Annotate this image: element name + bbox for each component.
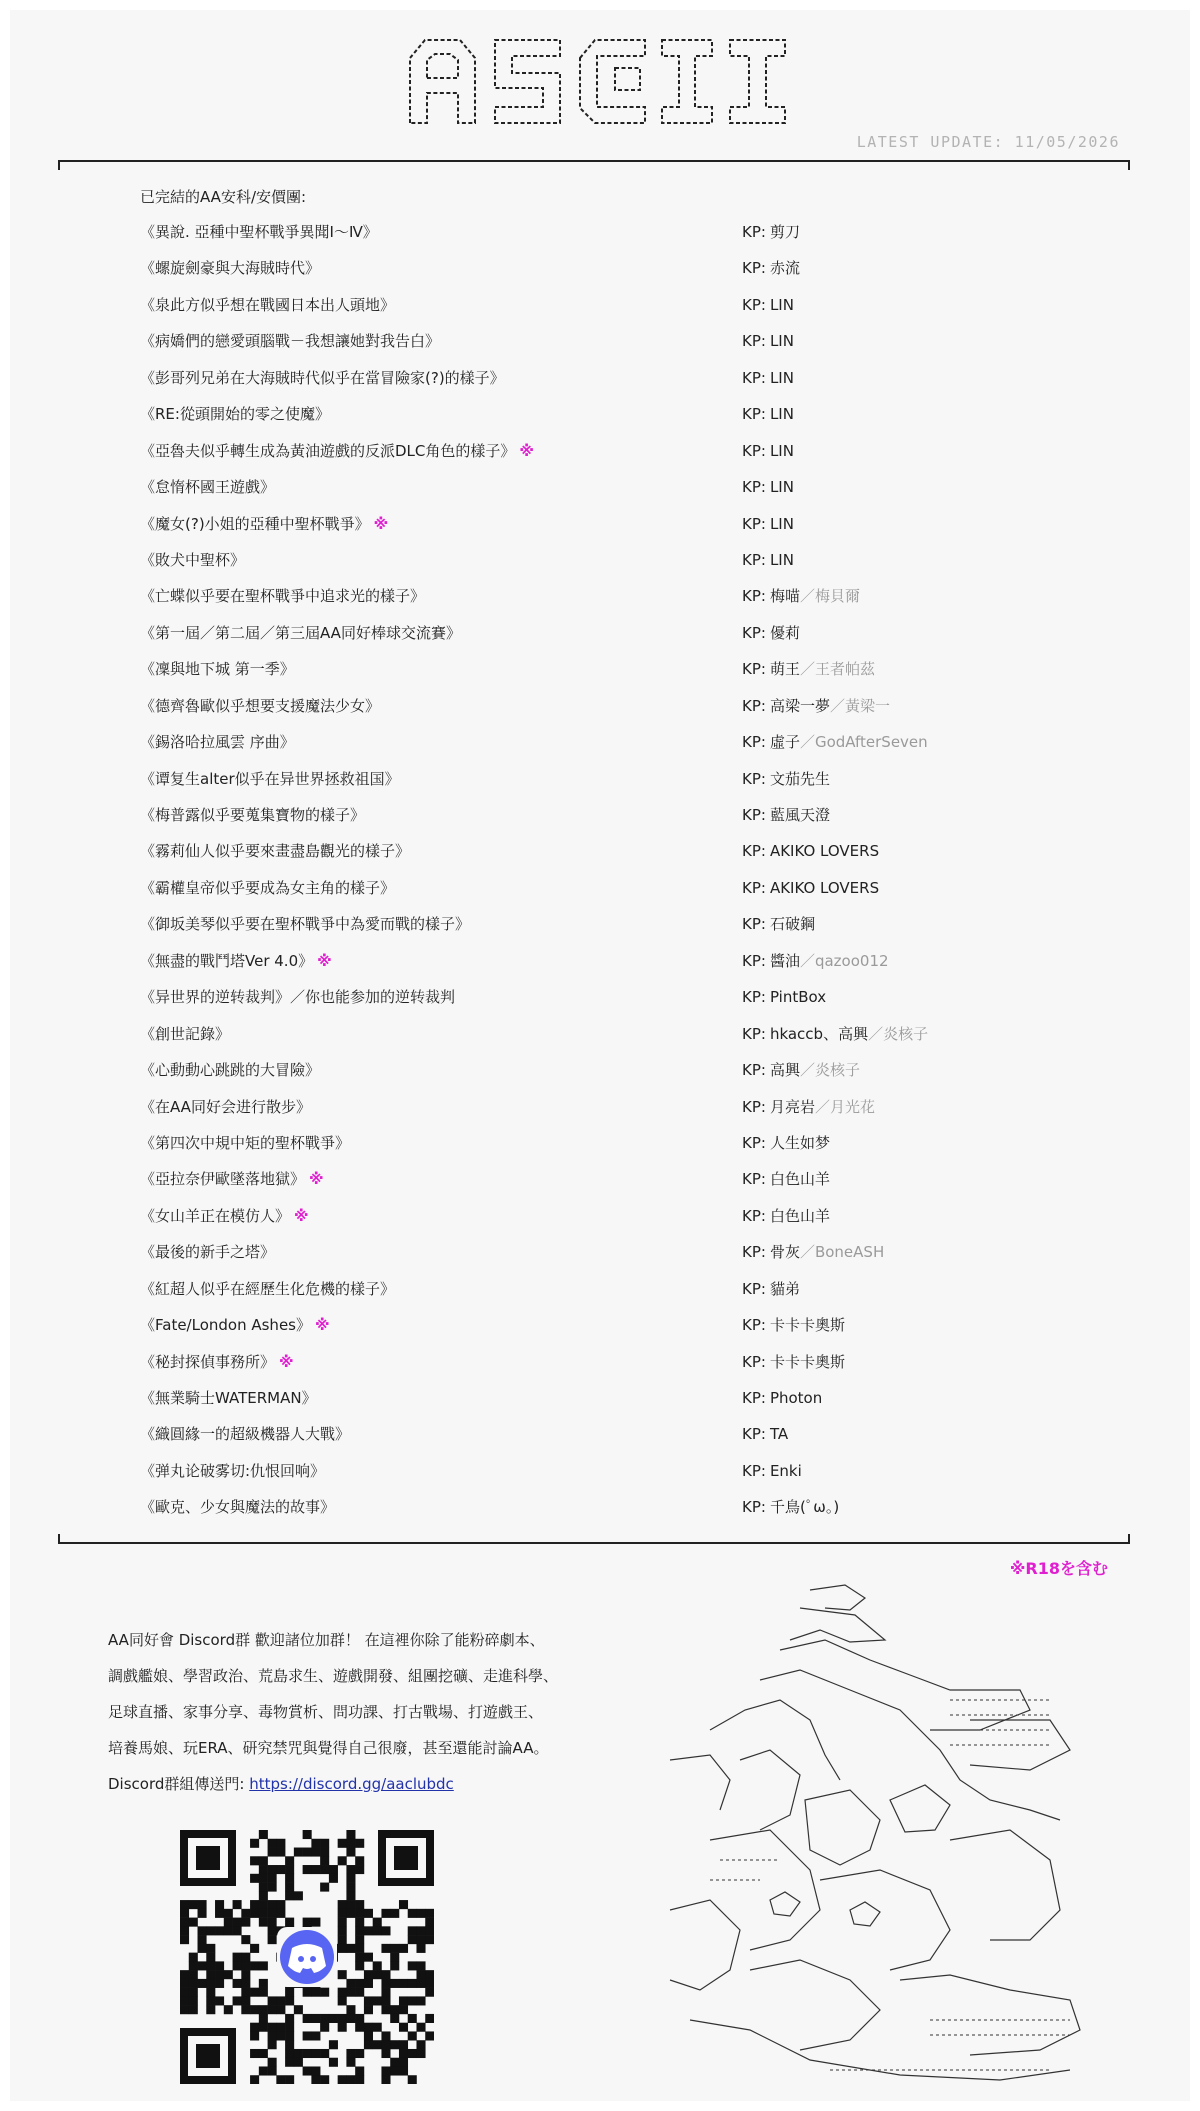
kp-alias: ／GodAfterSeven [799, 733, 928, 752]
discord-link-label: Discord群組傳送門: [108, 1775, 245, 1793]
list-item [140, 696, 1000, 732]
work-title[interactable] [140, 878, 395, 898]
kp-cell [742, 514, 794, 534]
work-title-text: 《心動動心跳跳的大冒險》 [140, 1061, 321, 1080]
kp-name: LIN [769, 550, 794, 569]
work-title-text: 《RE:從頭開始的零之使魔》 [140, 405, 330, 424]
r18-mark: ※ [279, 1352, 294, 1371]
work-title[interactable] [140, 222, 378, 242]
list-item [140, 914, 1000, 950]
work-title-text: 《紅超人似乎在經歷生化危機的樣子》 [140, 1279, 396, 1298]
kp-cell [742, 769, 830, 789]
work-title-text: 《第一屆／第二屆／第三屆AA同好棒球交流賽》 [140, 623, 461, 642]
kp-name: AKIKO LOVERS [769, 842, 880, 861]
kp-prefix: KP: [742, 733, 766, 752]
kp-prefix: KP: [742, 1206, 766, 1225]
kp-prefix: KP: [742, 1498, 766, 1517]
kp-cell [742, 841, 879, 861]
r18-mark: ※ [519, 441, 534, 460]
kp-cell [742, 696, 890, 716]
work-title[interactable] [140, 1315, 330, 1335]
work-title-text: 《女山羊正在模仿人》 [140, 1206, 291, 1225]
kp-name: 高興 [769, 1061, 800, 1080]
kp-name: Enki [769, 1461, 802, 1480]
list-item [140, 258, 1000, 294]
kp-prefix: KP: [742, 1425, 766, 1444]
kp-cell [742, 586, 860, 606]
work-title[interactable] [140, 441, 534, 461]
work-title[interactable] [140, 841, 410, 861]
list-item [140, 586, 1000, 622]
r18-mark: ※ [373, 514, 389, 533]
work-title-text: 《在AA同好会进行散步》 [140, 1097, 311, 1116]
list-item [140, 623, 1000, 659]
discord-text-line: 調戲艦娘、學習政治、荒島求生、遊戲開發、組團挖礦、走進科學、 [108, 1667, 559, 1685]
work-title-text: 《霸權皇帝似乎要成為女主角的樣子》 [140, 878, 396, 897]
work-title-text: 《亡蝶似乎要在聖杯戰爭中追求光的樣子》 [140, 587, 426, 606]
kp-prefix: KP: [742, 332, 766, 351]
work-title-text: 《敗犬中聖杯》 [140, 550, 246, 569]
kp-name: LIN [769, 441, 794, 460]
list-item [140, 1097, 1000, 1133]
work-title-text: 《霧莉仙人似乎要來畫盡島觀光的樣子》 [140, 842, 411, 861]
kp-prefix: KP: [742, 623, 766, 642]
list-item [140, 368, 1000, 404]
work-title-text: 《亞魯夫似乎轉生成為黃油遊戲的反派DLC角色的樣子》 [140, 441, 516, 460]
list-item [140, 222, 1000, 258]
work-title-text: 《最後的新手之塔》 [140, 1243, 276, 1262]
list-item [140, 1279, 1000, 1315]
work-title-text: 《御坂美琴似乎要在聖杯戰爭中為愛而戰的樣子》 [140, 915, 471, 934]
kp-cell [742, 477, 794, 497]
kp-name: 月亮岩 [769, 1097, 815, 1116]
list-item [140, 550, 1000, 586]
kp-cell [742, 1315, 845, 1335]
bottom-divider [58, 1542, 1130, 1544]
list-item [140, 1133, 1000, 1169]
kp-cell [742, 732, 928, 752]
kp-cell [742, 623, 800, 643]
list-item [140, 1388, 1000, 1424]
work-title-text: 《魔女(?)小姐的亞種中聖杯戰爭》 [140, 514, 370, 533]
kp-cell [742, 1206, 830, 1226]
kp-alias: ／梅貝爾 [799, 587, 860, 606]
work-title-text: 《歐克、少女與魔法的故事》 [140, 1498, 336, 1517]
work-title[interactable] [140, 1424, 350, 1444]
work-title[interactable] [140, 769, 400, 789]
kp-cell [742, 987, 826, 1007]
kp-cell [742, 878, 879, 898]
work-title-text: 《梅普露似乎要蒐集寶物的樣子》 [140, 806, 366, 824]
kp-prefix: KP: [742, 1279, 766, 1298]
kp-name: 千鳥(ﾟω。) [769, 1498, 840, 1517]
kp-prefix: KP: [742, 1243, 766, 1262]
work-title[interactable] [140, 696, 380, 716]
discord-text-line: AA同好會 Discord群 歡迎諸位加群！ 在這裡你除了能粉碎劇本、 [108, 1631, 545, 1649]
kp-name: TA [769, 1425, 789, 1444]
kp-alias: ／BoneASH [799, 1243, 885, 1262]
kp-name: 貓弟 [769, 1279, 800, 1298]
work-title[interactable] [140, 404, 330, 424]
list-item [140, 1024, 1000, 1060]
kp-cell [742, 1352, 845, 1372]
kp-prefix: KP: [742, 1461, 766, 1480]
kp-prefix: KP: [742, 1389, 766, 1407]
list-item [140, 441, 1000, 477]
list-item [140, 1169, 1000, 1205]
work-title-text: 《弹丸论破雾切:仇恨回响》 [140, 1461, 326, 1480]
kp-prefix: KP: [742, 514, 766, 533]
kp-prefix: KP: [742, 915, 766, 934]
work-title[interactable] [140, 1461, 325, 1481]
work-title-text: 《泉此方似乎想在戰國日本出人頭地》 [140, 295, 396, 314]
work-title[interactable] [140, 659, 295, 679]
work-title-text: 《怠惰杯國王遊戲》 [140, 478, 276, 497]
kp-prefix: KP: [742, 842, 766, 861]
work-title[interactable] [140, 1024, 230, 1044]
work-title-text: 《凜與地下城 第一季》 [140, 660, 295, 679]
work-title-text: 《德齊魯歐似乎想要支援魔法少女》 [140, 696, 381, 715]
kp-name: 赤流 [769, 259, 800, 278]
kp-cell [742, 368, 794, 388]
kp-cell [742, 550, 794, 570]
kp-name: 白色山羊 [769, 1206, 830, 1225]
kp-cell [742, 1242, 884, 1262]
kp-prefix: KP: [742, 1061, 766, 1080]
list-heading: 已完結的AA安科/安價團: [140, 188, 307, 206]
discord-logo-icon [280, 1930, 334, 1984]
kp-name: 藍風天澄 [769, 806, 830, 824]
kp-cell [742, 331, 794, 351]
ascii-logo-icon [400, 28, 800, 128]
kp-name: 人生如梦 [769, 1133, 830, 1152]
completed-works-list [140, 222, 1000, 1534]
kp-prefix: KP: [742, 587, 766, 606]
work-title[interactable] [140, 295, 395, 315]
list-item [140, 987, 1000, 1023]
ascii-art-character-illustration [650, 1580, 1100, 2090]
kp-cell [742, 951, 889, 971]
kp-name: hkaccb、高興 [769, 1024, 869, 1043]
kp-prefix: KP: [742, 769, 766, 788]
r18-mark: ※ [294, 1206, 309, 1225]
kp-cell [742, 914, 815, 934]
kp-prefix: KP: [742, 368, 766, 387]
work-title-text: 《錫洛哈拉風雲 序曲》 [140, 733, 295, 752]
kp-cell [742, 1060, 860, 1080]
work-title[interactable] [140, 1352, 294, 1372]
kp-name: LIN [769, 332, 794, 351]
work-title-text: 《Fate/London Ashes》 [140, 1316, 311, 1335]
kp-prefix: KP: [742, 951, 766, 970]
list-item [140, 331, 1000, 367]
kp-alias: ／qazoo012 [799, 951, 889, 970]
work-title[interactable] [140, 1388, 317, 1408]
work-title[interactable] [140, 1242, 275, 1262]
work-title[interactable] [140, 477, 275, 497]
kp-prefix: KP: [742, 441, 766, 460]
kp-prefix: KP: [742, 1170, 766, 1189]
work-title-text: 《無盡的戰鬥塔Ver 4.0》 [140, 951, 314, 970]
kp-name: 醬油 [769, 951, 800, 970]
discord-qr-code-icon[interactable] [180, 1830, 434, 2084]
work-title[interactable] [140, 987, 455, 1007]
kp-name: PintBox [769, 988, 827, 1007]
work-title[interactable] [140, 914, 470, 934]
kp-cell [742, 1133, 830, 1153]
kp-name: 文茄先生 [769, 769, 830, 788]
list-item [140, 769, 1000, 805]
kp-alias: ／炎核子 [868, 1024, 929, 1043]
list-item [140, 1242, 1000, 1278]
kp-prefix: KP: [742, 478, 766, 497]
kp-cell [742, 805, 830, 825]
work-title[interactable] [140, 258, 320, 278]
list-item [140, 878, 1000, 914]
kp-name: 高梁一夢 [769, 696, 830, 715]
work-title[interactable] [140, 1133, 350, 1153]
kp-cell [742, 404, 794, 424]
list-item [140, 404, 1000, 440]
kp-cell [742, 1279, 800, 1299]
r18-note: ※R18を含む [1009, 1559, 1108, 1578]
work-title-text: 《亞拉奈伊歐墜落地獄》 [140, 1170, 306, 1189]
list-item [140, 1497, 1000, 1533]
work-title[interactable] [140, 368, 505, 388]
kp-name: LIN [769, 478, 794, 497]
kp-alias: ／王者帕茲 [799, 660, 875, 679]
kp-cell [742, 295, 794, 315]
kp-name: LIN [769, 368, 794, 387]
discord-link-line [108, 1766, 588, 1802]
kp-cell [742, 1424, 788, 1444]
work-title[interactable] [140, 1206, 309, 1226]
discord-text-line: 足球直播、家事分享、毒物賞析、問功課、打古戰場、打遊戲王、 [108, 1703, 544, 1721]
kp-name: 梅喵 [769, 587, 800, 606]
discord-text-line: 培養馬娘、玩ERA、研究禁咒與覺得自己很廢，甚至還能討論AA。 [108, 1739, 549, 1757]
list-item [140, 1060, 1000, 1096]
work-title-text: 《異說. 亞種中聖杯戰爭異聞Ⅰ～Ⅳ》 [140, 223, 378, 241]
kp-cell [742, 258, 800, 278]
list-item [140, 951, 1000, 987]
kp-prefix: KP: [742, 1024, 766, 1043]
work-title-text: 《第四次中規中矩的聖杯戰爭》 [140, 1133, 351, 1152]
work-title-text: 《無業騎士WATERMAN》 [140, 1389, 317, 1407]
work-title[interactable] [140, 1097, 311, 1117]
kp-prefix: KP: [742, 1316, 766, 1335]
kp-prefix: KP: [742, 878, 766, 897]
work-title-text: 《异世界的逆转裁判》／你也能参加的逆转裁判 [140, 988, 456, 1007]
r18-mark: ※ [314, 1316, 330, 1335]
kp-cell [742, 659, 875, 679]
kp-cell [742, 1497, 839, 1517]
r18-mark: ※ [317, 951, 332, 970]
work-title-text: 《彭哥列兄弟在大海賊時代似乎在當冒險家(?)的樣子》 [140, 368, 505, 387]
work-title-text: 《秘封探偵事務所》 [140, 1352, 276, 1371]
list-item [140, 1206, 1000, 1242]
work-title[interactable] [140, 586, 425, 606]
kp-name: 石破鋼 [769, 915, 815, 934]
list-item [140, 841, 1000, 877]
kp-prefix: KP: [742, 405, 766, 424]
kp-prefix: KP: [742, 259, 766, 278]
list-item [140, 1424, 1000, 1460]
work-title-text: 《病嬌們的戀愛頭腦戰－我想讓她對我告白》 [140, 332, 441, 351]
kp-prefix: KP: [742, 660, 766, 679]
kp-prefix: KP: [742, 295, 766, 314]
list-item [140, 732, 1000, 768]
kp-cell [742, 1169, 830, 1189]
work-title[interactable] [140, 951, 332, 971]
kp-cell [742, 1097, 875, 1117]
work-title-text: 《織圓緣一的超級機器人大戰》 [140, 1425, 351, 1444]
kp-cell [742, 1388, 822, 1408]
work-title-text: 《創世記錄》 [140, 1024, 231, 1043]
kp-cell [742, 1024, 928, 1044]
kp-cell [742, 1461, 802, 1481]
list-item [140, 805, 1000, 841]
kp-alias: ／黃梁一 [829, 696, 890, 715]
kp-name: LIN [769, 295, 794, 314]
top-divider [58, 160, 1130, 162]
discord-invite-text [108, 1622, 588, 1802]
work-title-text: 《谭复生alter似乎在异世界拯救祖国》 [140, 769, 400, 788]
kp-name: Photon [769, 1389, 823, 1407]
work-title[interactable] [140, 1497, 335, 1517]
kp-name: 虛子 [769, 733, 800, 752]
r18-mark: ※ [309, 1170, 324, 1189]
list-item [140, 477, 1000, 513]
kp-name: AKIKO LOVERS [769, 878, 880, 897]
kp-cell [742, 222, 800, 242]
list-item [140, 1461, 1000, 1497]
kp-prefix: KP: [742, 696, 766, 715]
list-item [140, 514, 1000, 550]
kp-name: 卡卡卡奧斯 [769, 1316, 845, 1335]
work-title[interactable] [140, 1060, 320, 1080]
kp-name: LIN [769, 405, 794, 424]
work-title[interactable] [140, 1169, 324, 1189]
kp-prefix: KP: [742, 1133, 766, 1152]
kp-prefix: KP: [742, 223, 766, 241]
latest-update: LATEST UPDATE: 11/05/2026 [856, 133, 1120, 151]
work-title[interactable] [140, 623, 461, 643]
kp-prefix: KP: [742, 1097, 766, 1116]
kp-cell [742, 441, 794, 461]
kp-name: 萌王 [769, 660, 800, 679]
kp-name: 白色山羊 [769, 1170, 830, 1189]
kp-alias: ／炎核子 [799, 1061, 860, 1080]
discord-invite-link[interactable]: https://discord.gg/aaclubdc [249, 1775, 454, 1793]
kp-name: 卡卡卡奧斯 [769, 1352, 845, 1371]
list-item [140, 1315, 1000, 1351]
kp-prefix: KP: [742, 988, 766, 1007]
list-item [140, 1352, 1000, 1388]
kp-alias: ／月光花 [814, 1097, 875, 1116]
kp-prefix: KP: [742, 806, 766, 824]
work-title[interactable] [140, 805, 365, 825]
work-title-text: 《螺旋劍豪與大海賊時代》 [140, 259, 321, 278]
work-title[interactable] [140, 331, 440, 351]
kp-name: 優莉 [769, 623, 800, 642]
work-title[interactable] [140, 1279, 395, 1299]
kp-prefix: KP: [742, 1352, 766, 1371]
kp-name: LIN [769, 514, 794, 533]
work-title[interactable] [140, 550, 245, 570]
kp-name: 骨灰 [769, 1243, 800, 1262]
work-title[interactable] [140, 514, 388, 534]
kp-prefix: KP: [742, 550, 766, 569]
kp-name: 剪刀 [769, 223, 800, 241]
list-item [140, 295, 1000, 331]
list-item [140, 659, 1000, 695]
work-title[interactable] [140, 732, 295, 752]
